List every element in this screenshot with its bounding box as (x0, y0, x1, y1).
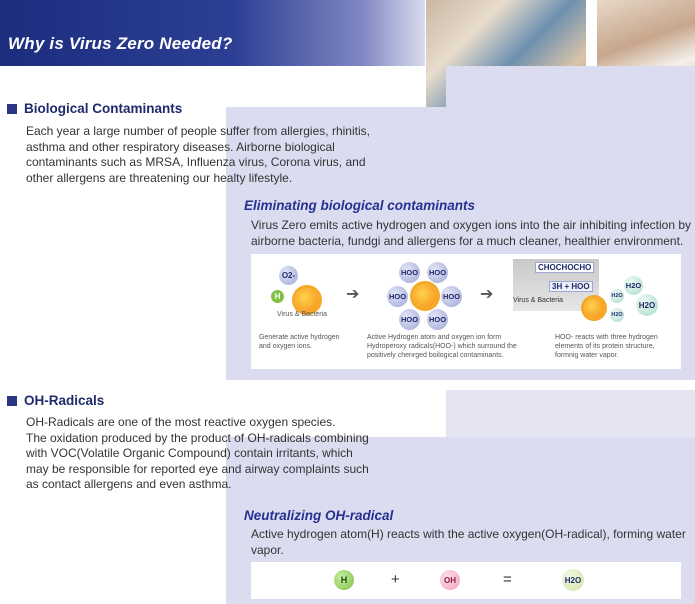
text-line: other allergens are threatening our healty lifestyle. (26, 170, 293, 185)
hydrogen-ion-icon: H (271, 290, 284, 303)
text-line: contaminants such as MRSA, Influenza virus, Corona virus, and (26, 155, 366, 169)
virus-label: Virus & Bacteria (513, 297, 564, 304)
oxygen-ion-icon: O2- (279, 266, 298, 285)
text-line: Each year a large number of people suffer from allergies, rhinitis, (26, 124, 370, 138)
section-title: Biological Contaminants (24, 101, 183, 116)
water-molecule-icon: H2O (562, 569, 584, 591)
section-oh-radicals-text (26, 415, 369, 493)
text-line: as contact allergens and even asthma. (26, 477, 232, 491)
hydrogen-atom-icon: H (334, 570, 354, 590)
oh-radical-icon: OH (440, 570, 460, 590)
neutralizing-text (251, 527, 686, 558)
hoo-molecule-icon: HOO (441, 286, 462, 307)
hoo-molecule-icon: HOO (387, 286, 408, 307)
text-line: vapor. (251, 542, 284, 557)
arrow-right-icon: ➔ (346, 286, 360, 303)
virus-label: Virus & Bacteria (277, 311, 328, 318)
text-line: airborne bacteria, fundgi and allergens for a much cleaner, healthier environment. (251, 233, 684, 248)
water-molecule-icon: H2O (610, 308, 624, 322)
header-banner (0, 0, 425, 66)
section-oh-radicals-heading (7, 393, 104, 408)
section-biological-heading (7, 101, 182, 116)
section-biological-text (26, 124, 370, 186)
virus-bacteria-icon (584, 298, 604, 318)
hoo-molecule-icon: HOO (399, 262, 420, 283)
virus-bacteria-icon (295, 288, 319, 312)
diagram-caption-3: HOO- reacts with three hydrogen elements of its protein structure, formnig water vapor. (555, 334, 658, 359)
text-line: Virus Zero emits active hydrogen and oxygen ions into the air inhibiting infection by (251, 218, 692, 232)
equals-sign: = (503, 571, 512, 588)
water-molecule-icon: H2O (636, 294, 658, 316)
virus-bacteria-icon (413, 284, 437, 308)
lavender-panel-top (446, 66, 695, 107)
arrow-right-icon: ➔ (480, 286, 494, 303)
ion-reaction-diagram (251, 254, 681, 369)
text-line: Active hydrogen atom(H) reacts with the active oxygen(OH-radical), forming water (251, 527, 686, 541)
chem-formula: CHOCHOCHO (535, 262, 594, 273)
hoo-molecule-icon: HOO (427, 309, 448, 330)
water-molecule-icon: H2O (610, 289, 624, 303)
page-title: Why is Virus Zero Needed? (8, 34, 233, 53)
text-line: may be responsible for reported eye and airway complaints such (26, 461, 369, 476)
reaction-formula: 3H + HOO (549, 281, 593, 292)
neutralizing-title: Neutralizing OH-radical (244, 508, 394, 523)
section-title: OH-Radicals (24, 393, 105, 408)
eliminating-text (251, 218, 691, 249)
text-line: with VOC(Volatile Organic Compound) contain irritants, which (26, 446, 353, 460)
eliminating-title: Eliminating biological contaminants (244, 198, 476, 213)
plus-sign: + (391, 571, 400, 588)
hoo-molecule-icon: HOO (399, 309, 420, 330)
hoo-molecule-icon: HOO (427, 262, 448, 283)
text-line: asthma and other respiratory diseases. Airborne biological (26, 139, 335, 154)
diagram-caption-2: Active Hydrogen atom and oxygen ion form Hydroperoxy radicals(HOO-) which surround the positively chenrged boilogical contaminants. (367, 334, 517, 359)
section-bullet-icon (7, 104, 17, 114)
section-bullet-icon (7, 396, 17, 406)
water-molecule-icon: H2O (624, 276, 643, 295)
neutralizing-equation (251, 562, 681, 599)
diagram-caption-1: Generate active hydrogen and oxygen ions. (259, 334, 340, 350)
text-line: The oxidation produced by the product of OH-radicals combining (26, 430, 369, 445)
text-line: OH-Radicals are one of the most reactive oxygen species. (26, 415, 336, 429)
